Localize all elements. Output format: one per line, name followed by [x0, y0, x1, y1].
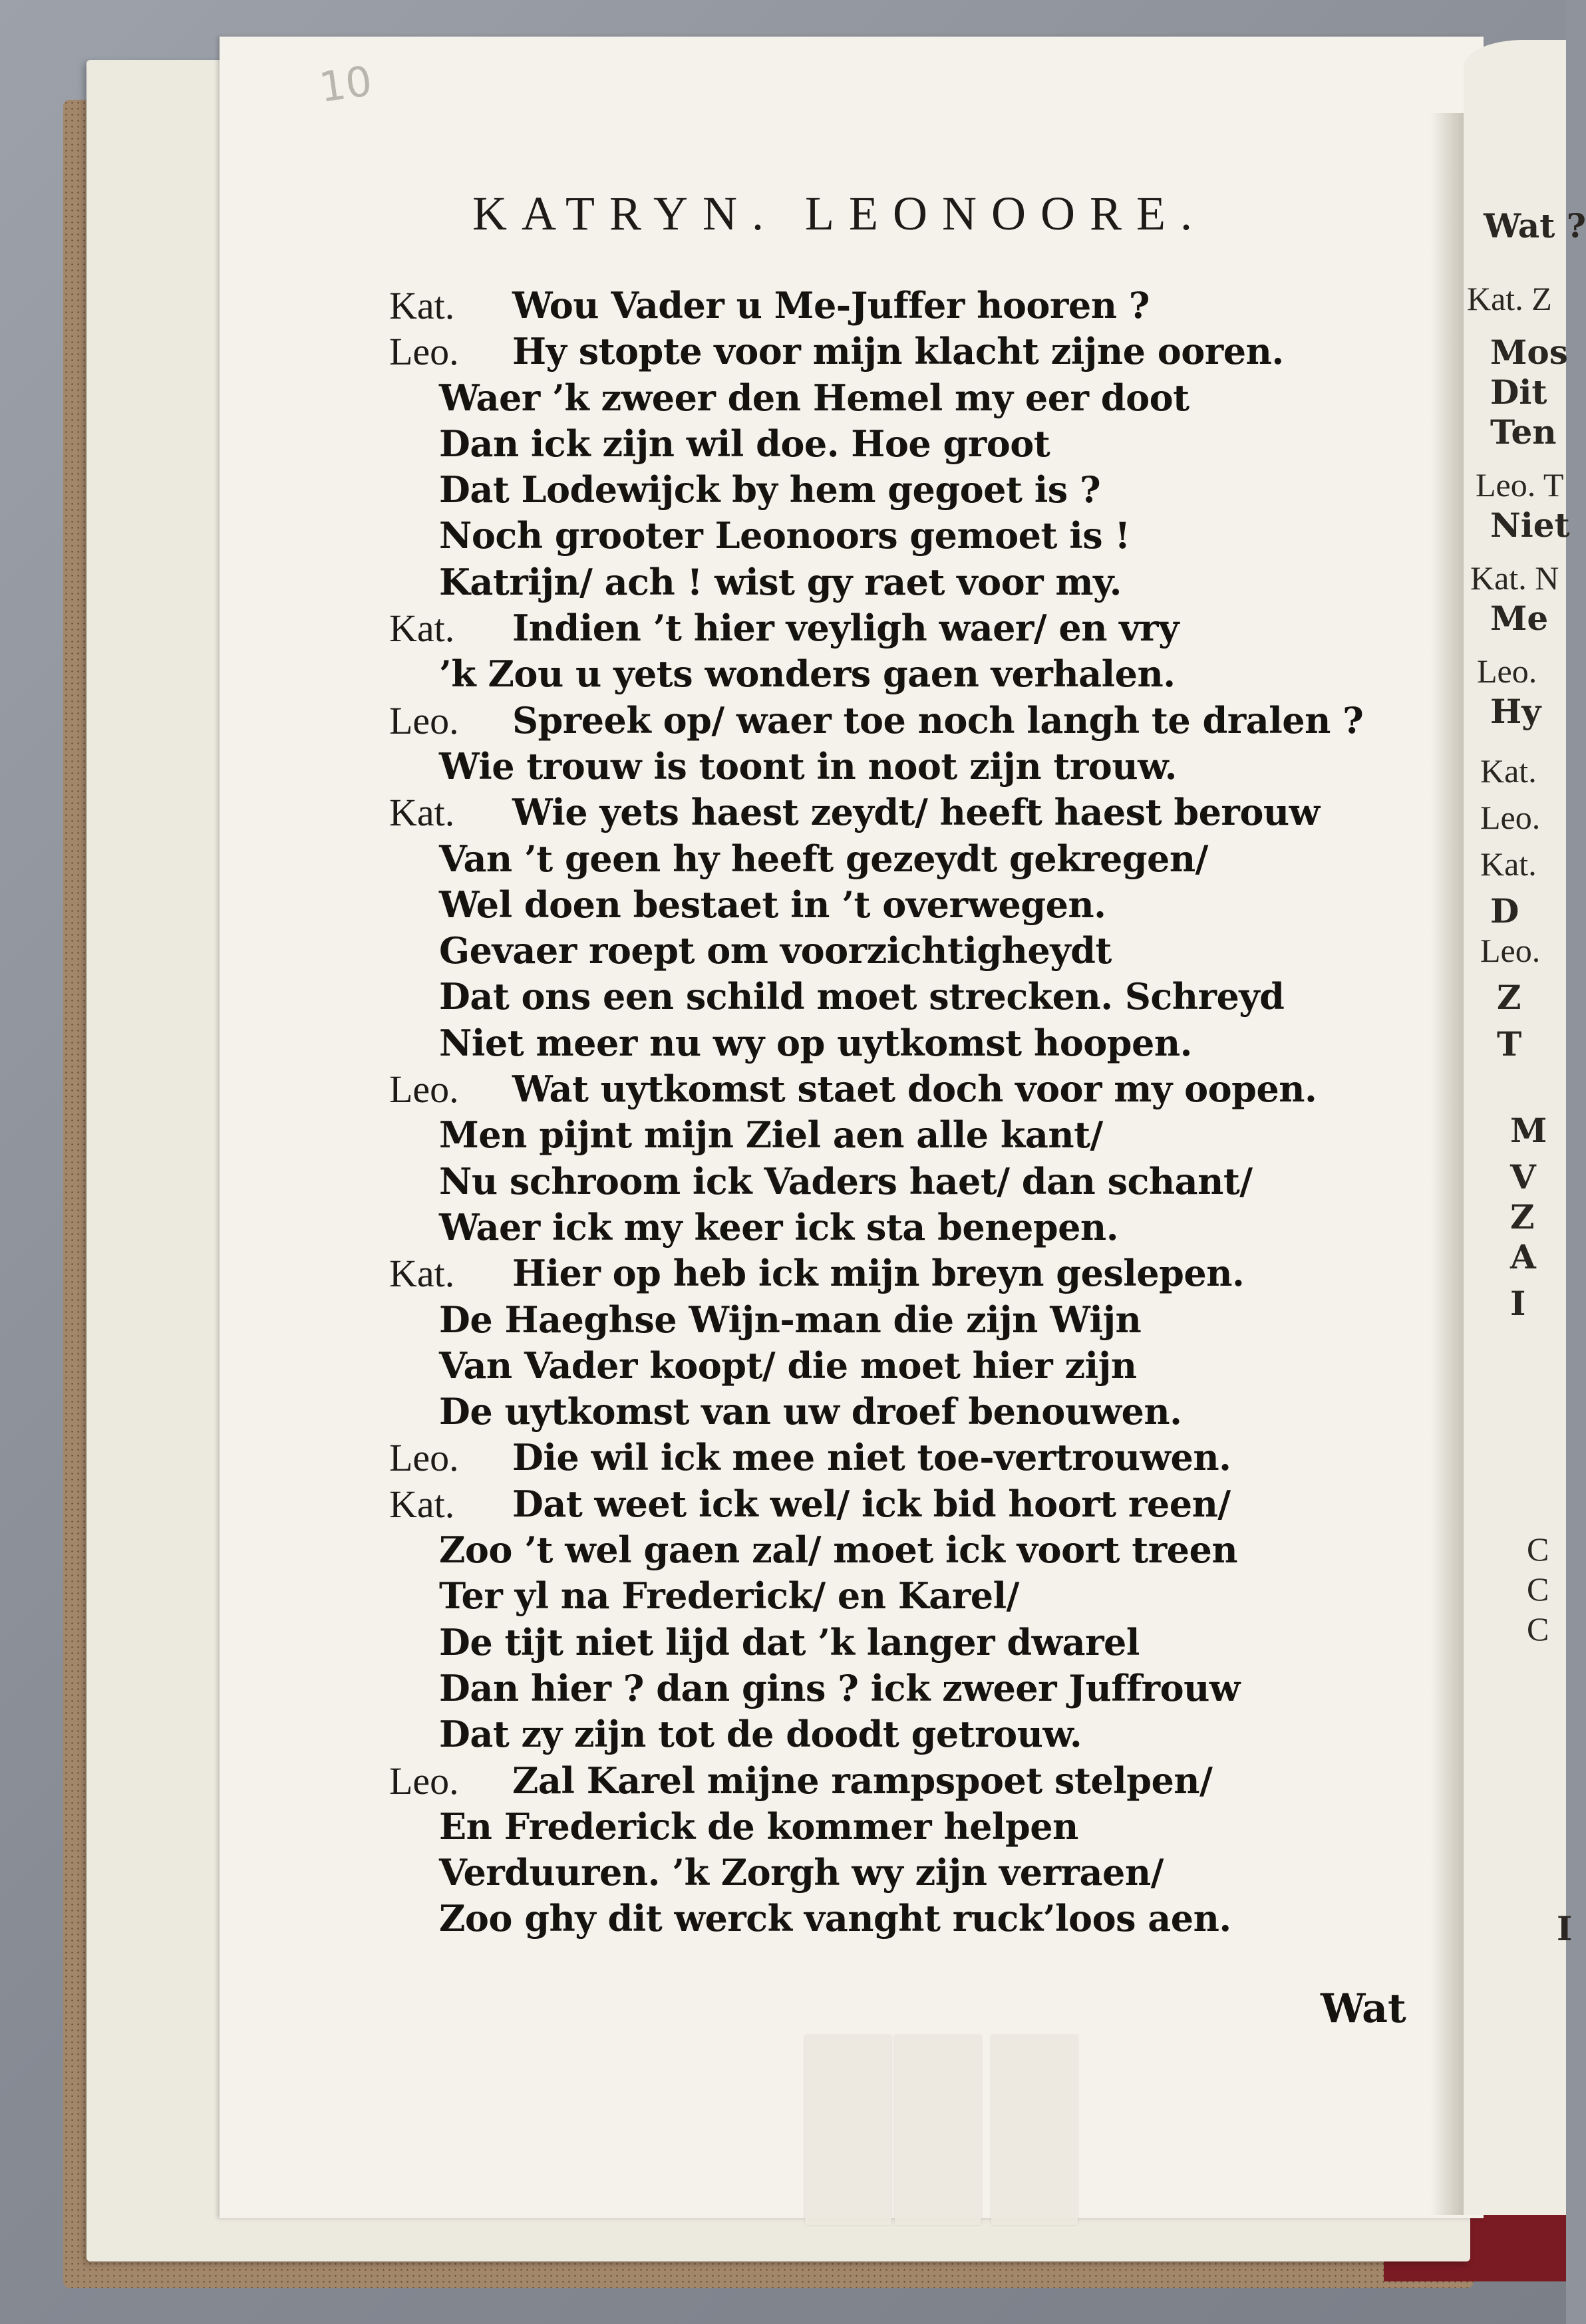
- verse-text: Ter yl na Frederick/ en Karel/: [439, 1574, 1019, 1618]
- facing-page-fragment: Niet: [1490, 506, 1570, 545]
- verse-line: [389, 467, 1374, 513]
- verse-text: Waer ’k zweer den Hemel my eer doot: [439, 376, 1190, 419]
- verse-text: Dat Lodewijck by hem gegoet is ?: [439, 468, 1101, 511]
- facing-page: [1464, 40, 1586, 2215]
- verse-line: [389, 1481, 1374, 1527]
- facing-page-fragment: Me: [1490, 599, 1549, 638]
- facing-page-fragment: Leo.: [1480, 932, 1541, 969]
- verse-text: Men pijnt mijn Ziel aen alle kant/: [439, 1113, 1103, 1157]
- pencil-page-number: 10: [316, 56, 375, 112]
- verse-line: [389, 1573, 1374, 1619]
- verse-line: [389, 1620, 1374, 1666]
- verse-line: [389, 1205, 1374, 1250]
- paper-tab: [895, 2035, 981, 2225]
- verse-text: Waer ick my keer ick sta benepen.: [439, 1205, 1118, 1248]
- verse-text: De Haeghse Wijn-man die zijn Wijn: [439, 1298, 1142, 1341]
- verse-line: [389, 559, 1374, 605]
- verse-line: [389, 375, 1374, 421]
- verse-text: Gevaer roept om voorzichtigheydt: [439, 929, 1112, 972]
- speaker-label: Leo.: [389, 698, 459, 742]
- verse-text: Dan hier ? dan gins ? ick zweer Juffrouw: [439, 1666, 1240, 1709]
- verse-text: Nu schroom ick Vaders haet/ dan schant/: [439, 1159, 1253, 1203]
- verse-line: [389, 698, 1374, 744]
- verse-text: Noch grooter Leonoors gemoet is !: [439, 514, 1130, 557]
- verse-line: [389, 1435, 1374, 1481]
- verse-line: [389, 836, 1374, 882]
- facing-page-fragment: D: [1490, 891, 1519, 931]
- verse-line: [389, 790, 1374, 835]
- facing-page-fragment: Leo.: [1480, 799, 1541, 836]
- verse-text: Van Vader koopt/ die moet hier zijn: [439, 1344, 1137, 1387]
- verse-text: Hier op heb ick mijn breyn geslepen.: [512, 1252, 1245, 1295]
- facing-page-fragment: Ten: [1490, 412, 1557, 452]
- paper-tab: [991, 2035, 1078, 2225]
- facing-page-fragment: C: [1527, 1570, 1549, 1608]
- facing-page-fragment: I: [1557, 1909, 1573, 1948]
- verse-text: Wou Vader u Me-Juffer hooren ?: [512, 284, 1150, 327]
- verse-text: Indien ’t hier veyligh waer/ en vry: [512, 607, 1180, 650]
- facing-page-fragment: Z: [1497, 978, 1521, 1017]
- verse-line: [389, 1850, 1374, 1896]
- verse-line: [389, 1666, 1374, 1711]
- facing-page-fragment: M: [1510, 1111, 1547, 1150]
- verse-text: Niet meer nu wy op uytkomst hoopen.: [439, 1021, 1192, 1064]
- verse-text: Zoo ghy dit werck vanght ruck’loos aen.: [439, 1897, 1231, 1940]
- verse-line: [389, 651, 1374, 697]
- verse-line: [389, 974, 1374, 1020]
- verse-text: Spreek op/ waer toe noch langh te dralen ?: [512, 698, 1364, 742]
- verse-text: Wie yets haest zeydt/ heeft haest berouw: [512, 791, 1320, 834]
- facing-page-fragment: C: [1527, 1610, 1549, 1648]
- running-head: KATRYN. LEONOORE.: [472, 187, 1207, 240]
- verse-line: [389, 421, 1374, 467]
- verse-text: Hy stopte voor mijn klacht zijne ooren.: [512, 330, 1284, 373]
- facing-page-fragment: Z: [1510, 1197, 1535, 1236]
- facing-page-fragment: Hy: [1490, 692, 1541, 731]
- verse-line: [389, 1066, 1374, 1112]
- speaker-label: Kat.: [389, 607, 455, 651]
- verse-line: [389, 1758, 1374, 1804]
- facing-page-fragment: C: [1527, 1530, 1549, 1568]
- verse-text: De uytkomst van uw droef benouwen.: [439, 1390, 1182, 1433]
- verse-text: Dan ick zijn wil doe. Hoe groot: [439, 422, 1050, 465]
- verse-text: Verduuren. ’k Zorgh wy zijn verraen/: [439, 1851, 1164, 1894]
- verse-text: Dat ons een schild moet strecken. Schreyd: [439, 975, 1285, 1018]
- facing-page-fragment: A: [1510, 1237, 1536, 1276]
- verse-block: [389, 283, 1374, 1942]
- verse-line: [389, 1159, 1374, 1205]
- verse-line: [389, 744, 1374, 790]
- verse-text: En Frederick de kommer helpen: [439, 1805, 1078, 1848]
- facing-page-fragment: I: [1510, 1284, 1526, 1323]
- verse-line: [389, 513, 1374, 559]
- verse-line: [389, 1020, 1374, 1066]
- speaker-label: Kat.: [389, 1482, 455, 1526]
- facing-page-fragment: Wat ?: [1484, 206, 1586, 245]
- speaker-label: Kat.: [389, 791, 455, 835]
- verse-text: Die wil ick mee niet toe-vertrouwen.: [512, 1436, 1231, 1479]
- speaker-label: Leo.: [389, 1436, 459, 1480]
- verse-line: [389, 882, 1374, 928]
- verse-line: [389, 1250, 1374, 1296]
- verse-line: [389, 1389, 1374, 1435]
- facing-page-fragment: Kat.: [1480, 845, 1537, 883]
- speaker-label: Kat.: [389, 1252, 455, 1296]
- speaker-label: Kat.: [389, 284, 455, 327]
- verse-text: Van ’t geen hy heeft gezeydt gekregen/: [439, 837, 1208, 880]
- facing-page-fragment: T: [1497, 1024, 1522, 1064]
- facing-page-fragment: Leo.: [1477, 653, 1537, 690]
- speaker-label: Leo.: [389, 330, 459, 374]
- verse-text: Wat uytkomst staet doch voor my oopen.: [512, 1068, 1317, 1111]
- verse-text: De tijt niet lijd dat ’k langer dwarel: [439, 1620, 1140, 1664]
- speaker-label: Leo.: [389, 1759, 459, 1803]
- verse-line: [389, 283, 1374, 329]
- verse-line: [389, 1112, 1374, 1158]
- facing-page-fragment: Leo. T: [1476, 466, 1564, 504]
- verse-line: [389, 1896, 1374, 1942]
- verse-line: [389, 1804, 1374, 1850]
- verse-text: Dat zy zijn tot de doodt getrouw.: [439, 1713, 1082, 1756]
- facing-page-fragment: Kat. N: [1470, 559, 1559, 597]
- verse-line: [389, 1711, 1374, 1757]
- paper-tab: [805, 2035, 891, 2225]
- verse-text: Zal Karel mijne rampspoet stelpen/: [512, 1759, 1213, 1802]
- facing-page-fragment: Kat. Z: [1467, 280, 1552, 317]
- verse-text: Wel doen bestaet in ’t overwegen.: [439, 883, 1106, 926]
- verse-text: ’k Zou u yets wonders gaen verhalen.: [439, 653, 1176, 696]
- verse-line: [389, 1343, 1374, 1389]
- facing-page-fragment: Dit: [1490, 372, 1547, 412]
- verse-line: [389, 329, 1374, 374]
- verse-text: Wie trouw is toont in noot zijn trouw.: [439, 744, 1177, 788]
- verse-line: [389, 605, 1374, 651]
- catchword: Wat: [1321, 1985, 1406, 2032]
- facing-page-fragment: Kat.: [1480, 752, 1537, 790]
- verse-line: [389, 1527, 1374, 1573]
- verse-text: Katrijn/ ach ! wist gy raet voor my.: [439, 560, 1122, 603]
- facing-page-fragment: Mos: [1490, 333, 1568, 372]
- verse-text: Dat weet ick wel/ ick bid hoort reen/: [512, 1482, 1231, 1525]
- facing-page-fragment: V: [1510, 1157, 1536, 1197]
- verse-line: [389, 928, 1374, 974]
- verse-text: Zoo ’t wel gaen zal/ moet ick voort treen: [439, 1528, 1238, 1572]
- verse-line: [389, 1297, 1374, 1343]
- speaker-label: Leo.: [389, 1068, 459, 1111]
